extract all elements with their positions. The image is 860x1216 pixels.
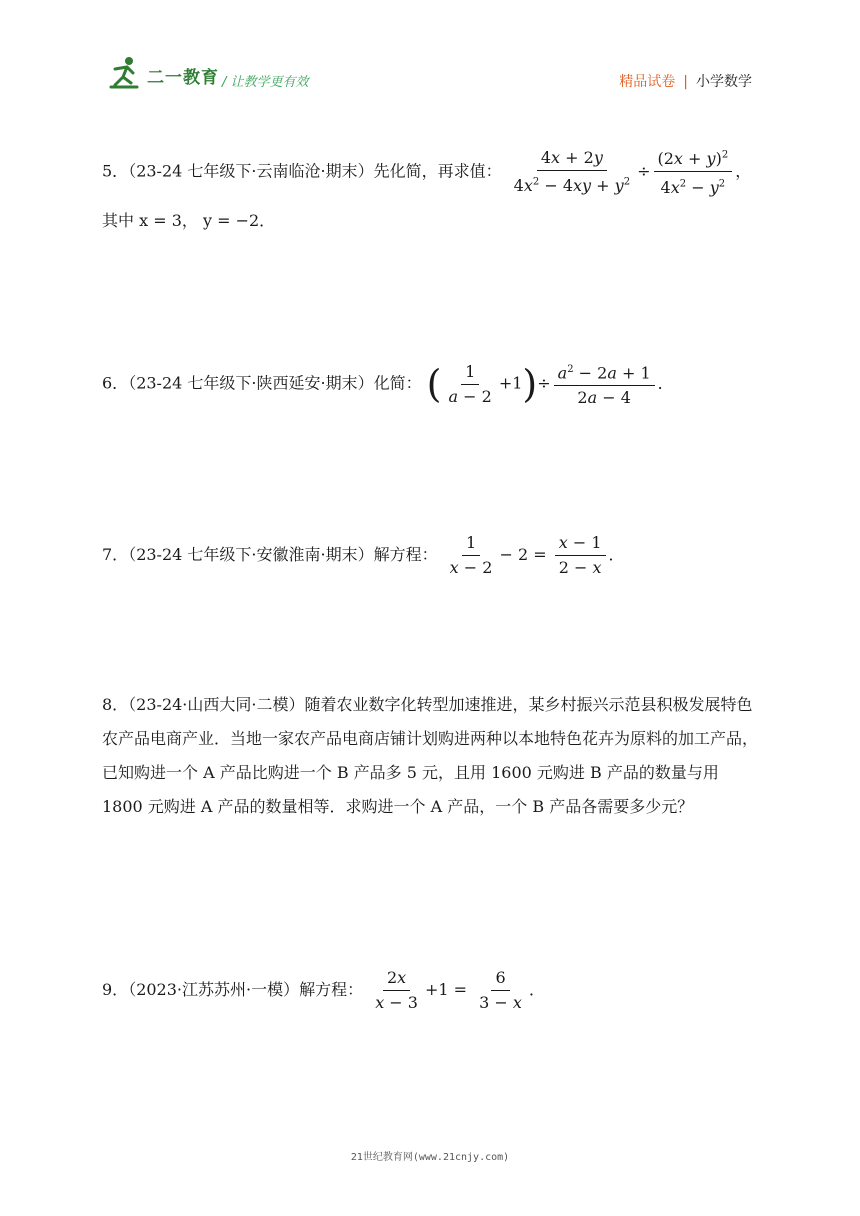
question-source: （23-24 七年级下·陕西延安·期末）化简： [128, 373, 422, 393]
subject-label: 小学数学 [696, 74, 752, 90]
fraction: $\frac{6}{3 - x}$ [479, 968, 522, 1012]
header-right [619, 71, 752, 91]
footer: 21世纪教育网(www.21cnjy.com) [350, 1152, 510, 1163]
question-8: 8．（23-24·山西大同·二模）随着农业数字化转型加速推进，某乡村振兴示范县积极发展特色农产品电商产业．当地一家农产品电商店铺计划购进两种以本地特色花卉为原料的加工产品，已知购进一个 A 产品比购进一个 B 产品多 5 元，且用 1600 元购进 B 产品的数量与用 1800 元购进 A 产品的数量相等．求购进一个 A 产品，一个 B 产品各需要多少元？ [102, 695, 759, 816]
question-5-condition: 其中 x = 3， y = −2． [102, 211, 276, 230]
question-number: 9． [102, 980, 129, 999]
question-6: 6．（23-24 七年级下·陕西延安·期末）化简： ( $\frac{1}{a - 2}$ +1)÷ $\frac{a^2 - 2a + 1}{2a - 4}$ ． [102, 361, 674, 408]
fraction: $\frac{1}{a - 2}$ [448, 361, 492, 406]
fraction: $\frac{1}{x - 2}$ [449, 533, 493, 577]
question-9: 9．（2023·江苏苏州·一模）解方程： $\frac{2x}{x - 3}$ +1 = $\frac{6}{3 - x}$ ． [102, 968, 545, 1012]
fraction: $\frac{(2x + y)^2}{4x^2 - y^2}$ [654, 146, 733, 198]
question-number: 6． [102, 373, 129, 393]
question-number: 5． [102, 161, 129, 181]
question-source: （23-24 七年级下·安徽淮南·期末）解方程： [128, 545, 438, 564]
question-source: （2023·江苏苏州·一模）解方程： [128, 980, 364, 999]
fraction: $\frac{2x}{x - 3}$ [375, 968, 418, 1012]
fraction: $\frac{a^2 - 2a + 1}{2a - 4}$ [554, 360, 655, 408]
tag-label: 精品试卷 [619, 74, 676, 90]
fraction: $\frac{4x + 2y}{4x^2 - 4xy + y^2}$ [513, 147, 631, 195]
question-source: （23-24 七年级下·云南临沧·期末）先化简，再求值： [128, 161, 502, 181]
separator: | [683, 74, 688, 90]
question-5: 5．（23-24 七年级下·云南临沧·期末）先化简，再求值： $\frac{4x + 2y}{4x^2 - 4xy + y^2}$ ÷ $\frac{(2x + y)^2}{4x^2 - y^2}$ ， [102, 147, 752, 197]
fraction: $\frac{x - 1}{2 - x}$ [555, 533, 606, 578]
logo-text: 二一教育 [147, 68, 219, 88]
slogan: / 让教学更有效 [222, 75, 309, 90]
question-7: 7．（23-24 七年级下·安徽淮南·期末）解方程： $\frac{1}{x - 2}$ − 2 = $\frac{x - 1}{2 - x}$ ． [102, 533, 625, 577]
page-header [0, 0, 860, 110]
running-figure-icon [107, 55, 141, 89]
question-number: 7． [102, 545, 129, 564]
